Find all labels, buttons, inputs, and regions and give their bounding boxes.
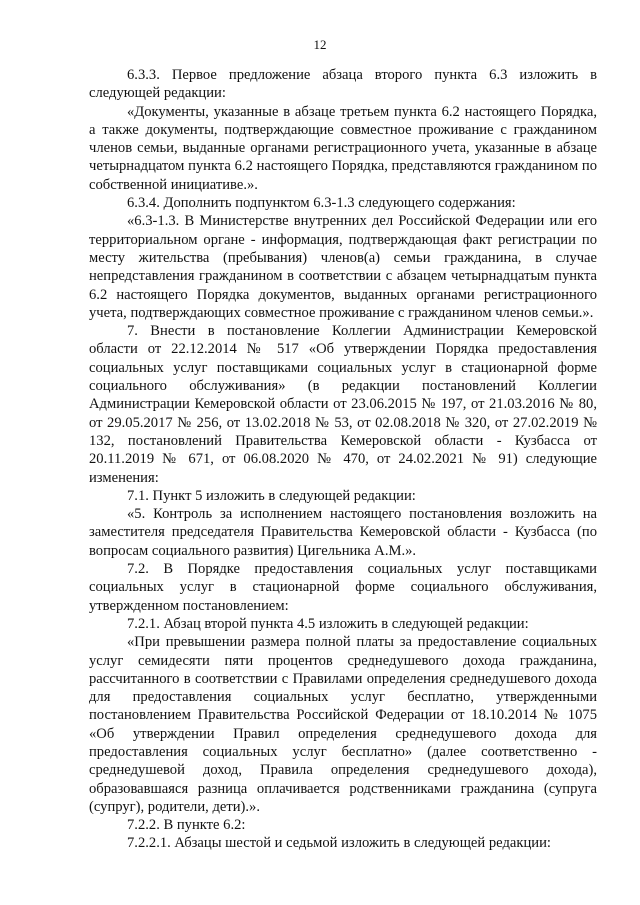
paragraph: «5. Контроль за исполнением настоящего постановления возложить на заместителя председателя Правительства Кемеровской области - Кузбасса (по вопросам социального развития) Цигельника А.М.». bbox=[89, 506, 597, 559]
paragraph: 7.2.1. Абзац второй пункта 4.5 изложить в следующей редакции: bbox=[127, 615, 529, 632]
paragraph: 7.1. Пункт 5 изложить в следующей редакции: bbox=[127, 487, 416, 504]
paragraph: 7.2. В Порядке предоставления социальных услуг поставщиками социальных услуг в стационарной форме социального обслуживания, утвержденном постановлением: bbox=[89, 561, 597, 614]
paragraph: «Документы, указанные в абзаце третьем пункта 6.2 настоящего Порядка, а также документы, подтверждающие совместное проживание с гражданином членов семьи, выданные органами регистрационного учета, указанные в абзаце четырнадцатом пункта 6.2 настоящего Порядка, представляются гражданином по собственной инициативе.». bbox=[89, 103, 597, 193]
page-number: 12 bbox=[313, 37, 327, 52]
paragraph: 7.2.2. В пункте 6.2: bbox=[127, 817, 246, 834]
paragraph: 6.3.3. Первое предложение абзаца второго пункта 6.3 изложить в следующей редакции: bbox=[89, 67, 597, 102]
paragraph: «При превышении размера полной платы за предоставление социальных услуг семидесяти пяти процентов среднедушевого дохода гражданина, рассчитанного в соответствии с Правилами определения среднедушевого дохода для предоставления социальных услуг бесплатно, утвержденными постановлением Правительства Российской Федерации от 18.10.2014 № 1075 «Об утверждении Правил определения среднедушевого дохода для предоставления социальных услуг бесплатно» (далее соответственно - среднедушевой доход, Правила определения среднедушевого дохода), образовавшаяся разница оплачивается родственниками гражданина (супруга (супруг), родители, дети).». bbox=[89, 634, 597, 815]
paragraph: 7. Внести в постановление Коллегии Администрации Кемеровской области от 22.12.2014 № 517 «Об утверждении Порядка предоставления социальных услуг поставщиками социальных услуг в стационарной форме социального обслуживания» (в редакции постановлений Коллегии Администрации Кемеровской области от 23.06.2015 № 197, от 21.03.2016 № 80, от 29.05.2017 № 256, от 13.02.2018 № 53, от 02.08.2018 № 320, от 27.02.2019 № 132, постановлений Правительства Кемеровской области - Кузбасса от 20.11.2019 № 671, от 06.08.2020 № 470, от 24.02.2021 № 91) следующие изменения: bbox=[89, 323, 597, 486]
paragraph: 6.3.4. Дополнить подпунктом 6.3-1.3 следующего содержания: bbox=[127, 195, 516, 212]
document-body bbox=[89, 66, 597, 853]
paragraph: «6.3-1.3. В Министерстве внутренних дел Российской Федерации или его территориальном органе - информация, подтверждающая факт регистрации по месту жительства (пребывания) членов(а) семьи гражданина, в случае непредставления гражданином в соответствии с абзацем четырнадцатым пункта 6.2 настоящего Порядка документов, выданных органами регистрационного учета, подтверждающих совместное проживание с гражданином членов семьи.». bbox=[89, 213, 597, 321]
paragraph: 7.2.2.1. Абзацы шестой и седьмой изложить в следующей редакции: bbox=[127, 835, 551, 852]
